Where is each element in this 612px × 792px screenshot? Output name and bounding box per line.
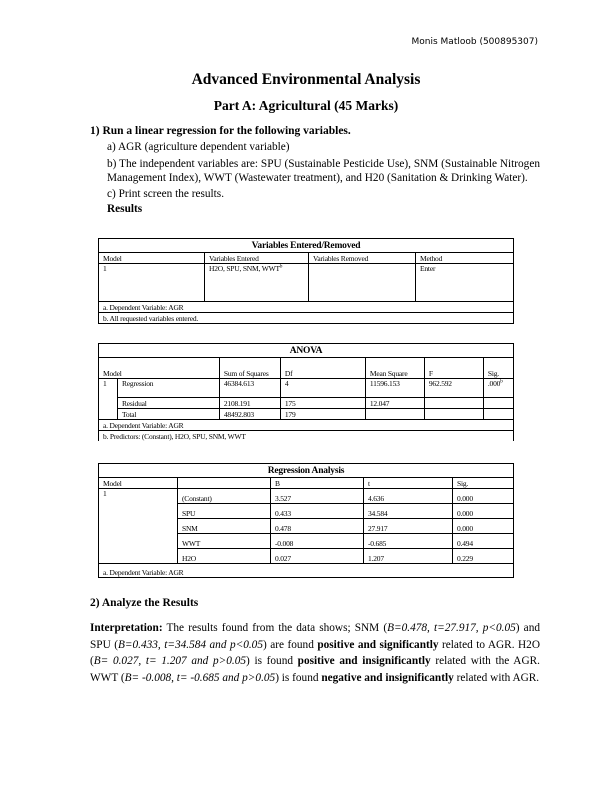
cell: 48492.803 [219, 409, 280, 420]
cell: 0.000 [453, 519, 514, 534]
col-header: F [424, 358, 483, 379]
cell: 179 [280, 409, 365, 420]
question-2-heading: 2) Analyze the Results [90, 597, 199, 609]
cell-text: .000 [487, 379, 501, 388]
col-header: t [364, 478, 453, 489]
footnote-mark: b [500, 379, 503, 385]
col-header: Model [99, 358, 220, 379]
col-header: B [271, 478, 364, 489]
interpretation-segment: related with AGR. [453, 671, 540, 684]
interpretation-segment: B= 0.027, t= 1.207 and p>0.05 [93, 655, 247, 667]
question-1-heading: 1) Run a linear regression for the following variables. [90, 125, 351, 137]
cell: 0.027 [271, 549, 364, 564]
cell-text: H2O, SPU, SNM, WWT [209, 264, 280, 273]
interpretation-segment: B= -0.008, t= -0.685 and p>0.05 [124, 671, 276, 684]
table-row [99, 489, 514, 504]
cell: 1 [99, 489, 178, 564]
table-caption: Variables Entered/Removed [99, 239, 514, 253]
interpretation-segment: ) and SPU ( [90, 622, 540, 651]
cell: 4 [280, 379, 365, 398]
variables-entered-table [98, 238, 514, 324]
item-b: b) The independent variables are: SPU (Sustainable Pesticide Use), SNM (Sustainable Nitrogen Management Index), WWT (Wastewater treatment), and H20 (Sanitation & Drinking Water). [107, 158, 540, 184]
interpretation-segment: negative and insignificantly [321, 671, 454, 684]
table-row [99, 379, 514, 398]
col-header [178, 478, 271, 489]
cell: 0.433 [271, 504, 364, 519]
cell: 34.584 [364, 504, 453, 519]
item-a: a) AGR (agriculture dependent variable) [107, 141, 290, 153]
cell: Regression [118, 379, 220, 398]
col-header: Model [99, 478, 178, 489]
footnote-mark: b [279, 264, 283, 270]
regression-table [98, 463, 514, 578]
cell: 2108.191 [219, 398, 280, 409]
cell [309, 264, 416, 302]
cell [483, 398, 513, 409]
anova-table [98, 343, 514, 441]
cell: -0.685 [364, 534, 453, 549]
col-header: Variables Removed [309, 253, 416, 264]
table-note: b. All requested variables entered. [99, 313, 514, 324]
interpretation-segment: related to AGR. H2O ( [90, 638, 540, 667]
cell: 0.000 [453, 504, 514, 519]
table-note: a. Dependent Variable: AGR [99, 564, 514, 578]
table-row [99, 409, 514, 420]
col-header: Sig. [483, 358, 513, 379]
item-c: c) Print screen the results. [107, 188, 225, 200]
interpretation-segment: B=0.433, t=34.584 and p<0.05 [117, 638, 263, 651]
cell [424, 409, 483, 420]
cell [205, 264, 309, 302]
cell: H2O [178, 549, 271, 564]
cell: WWT [178, 534, 271, 549]
interpretation-segment: B=0.478, t=27.917, p<0.05 [387, 622, 516, 634]
cell: 3.527 [271, 489, 364, 504]
cell: 12.047 [365, 398, 424, 409]
table-note: b. Predictors: (Constant), H2O, SPU, SNM, WWT [99, 431, 514, 442]
cell [483, 409, 513, 420]
col-header: Model [99, 253, 205, 264]
cell: Enter [416, 264, 514, 302]
interpretation-segment: positive and significantly [317, 638, 439, 651]
interpretation-segment: positive and insignificantly [297, 655, 431, 667]
interpretation-segment: ) is found [275, 671, 322, 684]
col-header: Sig. [453, 478, 514, 489]
interpretation-segment: Interpretation: [90, 622, 163, 634]
table-row [99, 398, 514, 409]
interpretation-segment: The results found from the data shows; SNM ( [162, 622, 388, 634]
cell: 0.478 [271, 519, 364, 534]
cell: 175 [280, 398, 365, 409]
interpretation-segment: ) is found [246, 655, 298, 667]
table-note: a. Dependent Variable: AGR [99, 420, 514, 431]
cell: (Constant) [178, 489, 271, 504]
table-row [99, 264, 514, 302]
cell: 4.636 [364, 489, 453, 504]
cell: -0.008 [271, 534, 364, 549]
cell: 27.917 [364, 519, 453, 534]
col-header: Df [280, 358, 365, 379]
cell: 1 [99, 379, 118, 420]
cell: SPU [178, 504, 271, 519]
table-caption: ANOVA [99, 344, 514, 358]
cell: 0.494 [453, 534, 514, 549]
table-note: a. Dependent Variable: AGR [99, 302, 514, 313]
col-header: Sum of Squares [219, 358, 280, 379]
cell: 1 [99, 264, 205, 302]
document-title: Advanced Environmental Analysis [191, 71, 421, 88]
interpretation-segment: related with the AGR. WWT ( [90, 655, 540, 684]
author-header: Monis Matloob (500895307) [411, 37, 538, 47]
cell: Residual [118, 398, 220, 409]
cell [424, 398, 483, 409]
question-1-body [107, 140, 540, 216]
col-header: Variables Entered [205, 253, 309, 264]
document-subtitle: Part A: Agricultural (45 Marks) [213, 98, 399, 113]
cell: SNM [178, 519, 271, 534]
interpretation-segment: ) are found [262, 638, 318, 651]
cell: 1.207 [364, 549, 453, 564]
cell: 46384.613 [219, 379, 280, 398]
interpretation-paragraph [90, 620, 540, 686]
cell [365, 409, 424, 420]
cell: 11596.153 [365, 379, 424, 398]
col-header: Method [416, 253, 514, 264]
cell: 0.000 [453, 489, 514, 504]
results-label: Results [107, 203, 143, 215]
cell [483, 379, 513, 398]
cell: 962.592 [424, 379, 483, 398]
cell: 0.229 [453, 549, 514, 564]
cell: Total [118, 409, 220, 420]
col-header: Mean Square [365, 358, 424, 379]
table-caption: Regression Analysis [99, 464, 514, 478]
